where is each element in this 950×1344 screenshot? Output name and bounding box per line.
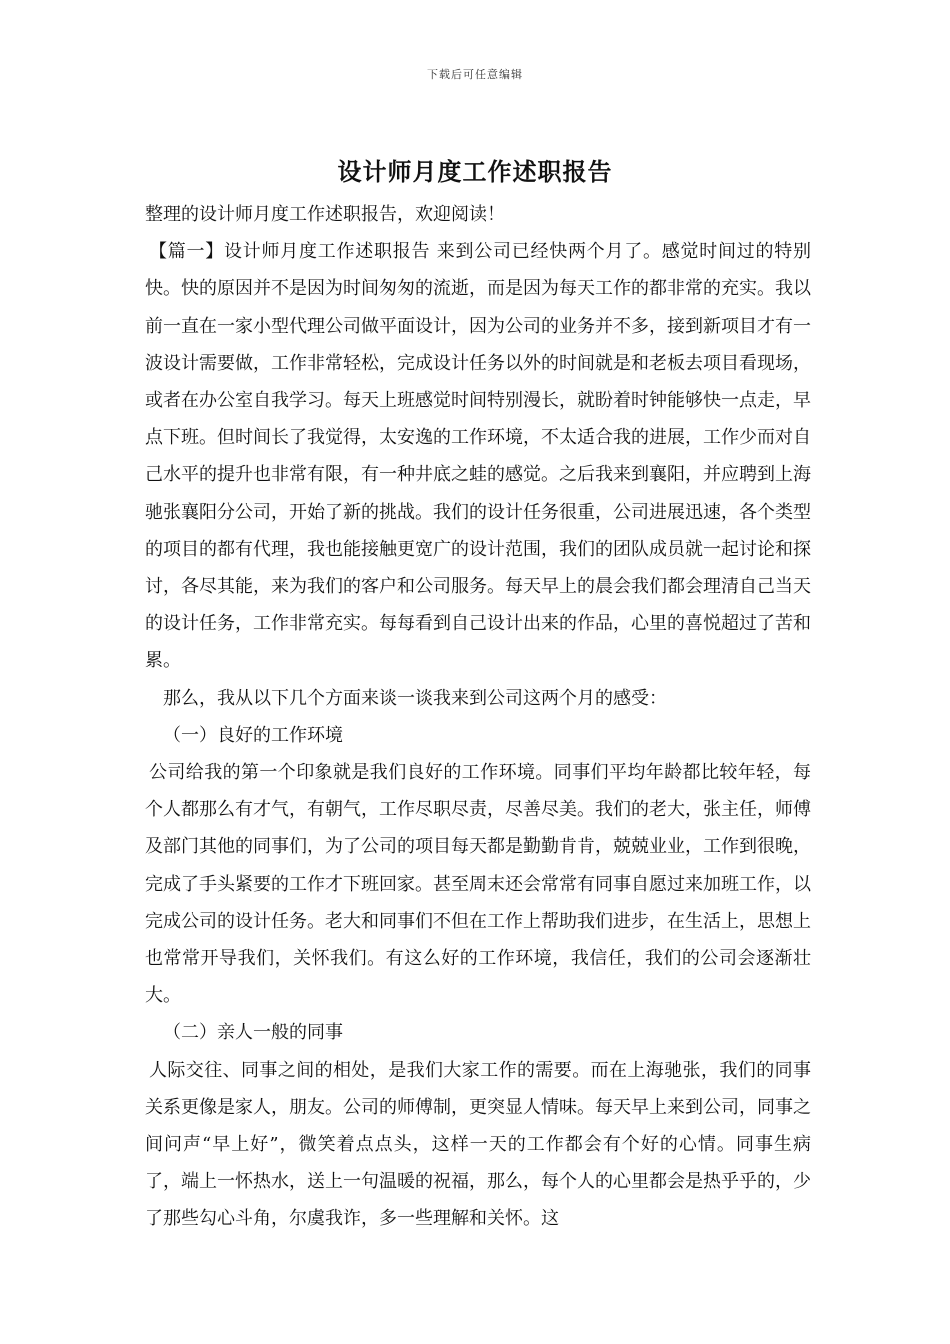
section-paragraph: 【篇一】设计师月度工作述职报告 来到公司已经快两个月了。感觉时间过的特别快。快的原因并不是因为时间匆匆的流逝，而是因为每天工作的都非常的充实。我以前一直在一家小型代理公司做平面设计，因为公司的业务并不多，接到新项目才有一波设计需要做，工作非常轻松，完成设计任务以外的时间就是和老板去项目看现场，或者在办公室自我学习。每天上班感觉时间特别漫长，就盼着时钟能够快一点走，早点下班。但时间长了我觉得，太安逸的工作环境，不太适合我的进展，工作少而对自己水平的提升也非常有限，有一种井底之蛙的感觉。之后我来到襄阳，并应聘到上海驰张襄阳分公司，开始了新的挑战。我们的设计任务很重，公司进展迅速，各个类型的项目的都有代理，我也能接触更宽广的设计范围，我们的团队成员就一起讨论和探讨，各尽其能，来为我们的客户和公司服务。每天早上的晨会我们都会理清自己当天的设计任务，工作非常充实。每每看到自己设计出来的作品，心里的喜悦超过了苦和累。 [145, 241, 811, 672]
intro-paragraph: 整理的设计师月度工作述职报告，欢迎阅读！ [145, 204, 505, 225]
section-paragraph: 人际交往、同事之间的相处，是我们大家工作的需要。而在上海驰张，我们的同事关系更像是家人，朋友。公司的师傅制，更突显人情味。每天早上来到公司，同事之间问声“早上好”，微笑着点点头，这样一天的工作都会有个好的心情。同事生病了，端上一怀热水，送上一句温暖的祝福，那么，每个人的心里都会是热乎乎的，少了那些勾心斗角，尔虞我诈，多一些理解和关怀。这 [145, 1059, 811, 1230]
section-heading: （一）良好的工作环境 [163, 724, 343, 746]
document-body [145, 196, 811, 1238]
section-heading: （二）亲人一般的同事 [163, 1022, 343, 1044]
header-note: 下载后可任意编辑 [427, 68, 523, 81]
section-paragraph: 公司给我的第一个印象就是我们良好的工作环境。同事们平均年龄都比较年轻，每个人都那么有才气，有朝气，工作尽职尽责，尽善尽美。我们的老大，张主任，师傅及部门其他的同事们，为了公司的项目每天都是勤勤肯肯，兢兢业业，工作到很晚，完成了手头紧要的工作才下班回家。甚至周末还会常常有同事自愿过来加班工作，以完成公司的设计任务。老大和同事们不但在工作上帮助我们进步，在生活上，思想上也常常开导我们，关怀我们。有这么好的工作环境，我信任，我们的公司会逐渐壮大。 [145, 762, 811, 1007]
document-title: 设计师月度工作述职报告 [337, 157, 613, 186]
section-paragraph: 那么，我从以下几个方面来谈一谈我来到公司这两个月的感受： [163, 687, 667, 709]
